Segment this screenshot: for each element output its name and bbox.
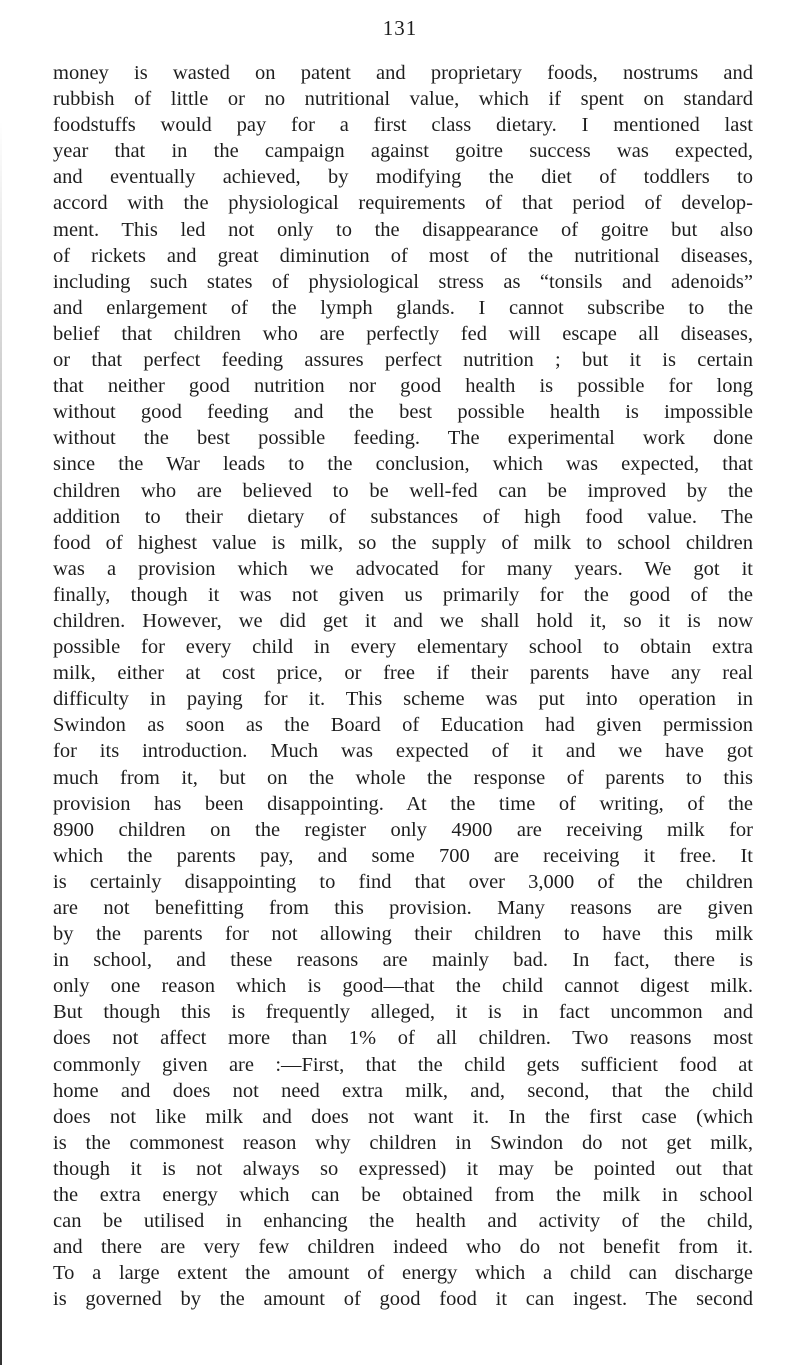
text-line: rubbish of little or no nutritional value, which if spent on standard	[53, 88, 753, 111]
text-line: children who are believed to be well-fed can be improved by the	[53, 479, 753, 502]
text-line: or that perfect feeding assures perfect nutrition ; but it is certain	[53, 349, 753, 372]
text-line: in school, and these reasons are mainly bad. In fact, there is	[53, 949, 753, 972]
text-line: and enlargement of the lymph glands. I cannot subscribe to the	[53, 296, 753, 319]
scan-edge-shadow	[0, 120, 2, 1365]
text-line: is governed by the amount of good food it can ingest. The second	[53, 1288, 753, 1311]
text-line: which the parents pay, and some 700 are receiving it free. It	[53, 844, 753, 867]
text-line: is the commonest reason why children in Swindon do not get milk,	[53, 1131, 753, 1154]
text-line: money is wasted on patent and proprietary foods, nostrums and	[53, 62, 753, 84]
text-line: much from it, but on the whole the response of parents to this	[53, 766, 753, 789]
text-line: was a provision which we advocated for many years. We got it	[53, 557, 753, 580]
text-line: foodstuffs would pay for a first class dietary. I mentioned last	[53, 114, 753, 137]
text-line: without the best possible feeding. The experimental work done	[53, 427, 753, 450]
text-line: To a large extent the amount of energy which a child can discharge	[53, 1262, 753, 1285]
text-line: of rickets and great diminution of most of the nutritional diseases,	[53, 244, 753, 267]
text-line: But though this is frequently alleged, it is in fact uncommon and	[53, 1001, 753, 1024]
text-line: only one reason which is good—that the child cannot digest milk.	[53, 975, 753, 998]
text-line: 8900 children on the register only 4900 are receiving milk for	[53, 818, 753, 841]
text-line: commonly given are :—First, that the child gets sufficient food at	[53, 1053, 753, 1076]
text-line: provision has been disappointing. At the time of writing, of the	[53, 792, 753, 815]
text-line: including such states of physiological stress as “tonsils and adenoids”	[53, 270, 753, 293]
text-line: finally, though it was not given us primarily for the good of the	[53, 583, 753, 606]
text-line: by the parents for not allowing their children to have this milk	[53, 923, 753, 946]
text-line: accord with the physiological requirements of that period of develop-	[53, 192, 753, 215]
text-line: difficulty in paying for it. This scheme was put into operation in	[53, 688, 753, 711]
text-line: without good feeding and the best possible health is impossible	[53, 401, 753, 424]
text-line: that neither good nutrition nor good health is possible for long	[53, 375, 753, 398]
text-line: children. However, we did get it and we shall hold it, so it is now	[53, 609, 753, 632]
text-line: possible for every child in every elementary school to obtain extra	[53, 636, 753, 659]
text-line: does not like milk and does not want it. In the first case (which	[53, 1105, 753, 1128]
page-number: 131	[382, 16, 418, 40]
text-line: year that in the campaign against goitre success was expected,	[53, 140, 753, 163]
text-line: and there are very few children indeed who do not benefit from it.	[53, 1236, 753, 1259]
text-line: and eventually achieved, by modifying the diet of toddlers to	[53, 166, 753, 189]
text-line: the extra energy which can be obtained from the milk in school	[53, 1184, 753, 1207]
text-line: are not benefitting from this provision. Many reasons are given	[53, 897, 753, 919]
text-line: food of highest value is milk, so the supply of milk to school children	[53, 531, 753, 554]
text-line: milk, either at cost price, or free if their parents have any real	[53, 662, 753, 685]
text-line: is certainly disappointing to find that over 3,000 of the children	[53, 870, 753, 893]
text-line: Swindon as soon as the Board of Education had given permission	[53, 714, 753, 737]
text-line: ment. This led not only to the disappearance of goitre but also	[53, 218, 753, 241]
text-line: does not affect more than 1% of all children. Two reasons most	[53, 1027, 753, 1050]
text-line: addition to their dietary of substances of high food value. The	[53, 505, 753, 528]
text-line: for its introduction. Much was expected of it and we have got	[53, 740, 753, 763]
text-line: belief that children who are perfectly fed will escape all diseases,	[53, 322, 753, 345]
text-line: home and does not need extra milk, and, second, that the child	[53, 1079, 753, 1102]
text-line: though it is not always so expressed) it may be pointed out that	[53, 1157, 753, 1180]
body-paragraph	[53, 60, 753, 1313]
text-line: can be utilised in enhancing the health and activity of the child,	[53, 1210, 753, 1233]
text-line: since the War leads to the conclusion, which was expected, that	[53, 453, 753, 476]
